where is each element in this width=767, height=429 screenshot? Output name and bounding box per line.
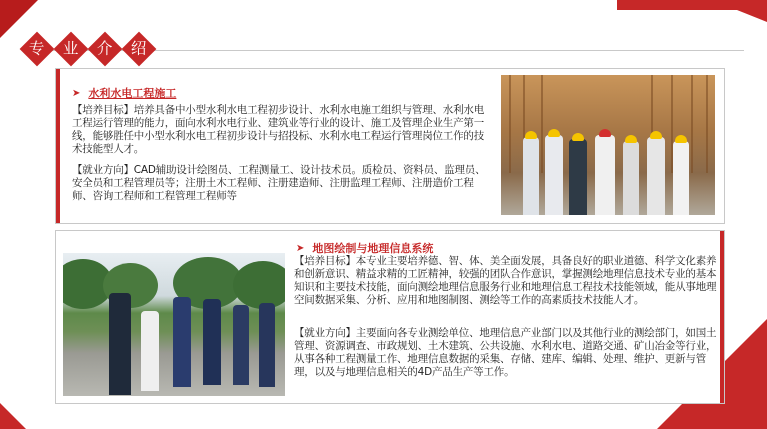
card-accent-bar bbox=[720, 231, 724, 403]
training-goal-text: 【培养目标】本专业主要培养德、智、体、美全面发展，具备良好的职业道德、科学文化素养和创新意识、精益求精的工匠精神，较强的团队合作意识，掌握测绘地理信息技术专业的基本知识和主要技术技能，面向测绘地理信息服务行业和地理信息工程技术技能领域，能从事地理空间数据采集、分析、应用和地图制图、测绘等工作的高素质技术技能人才。 bbox=[294, 255, 717, 306]
corner-decoration-top-right bbox=[617, 0, 767, 10]
career-direction-text: 【就业方向】CAD辅助设计绘图员、工程测量工、设计技术员。质检员、资料员、监理员、安全员和工程管理员等；注册土木工程师、注册建造师、注册监理工程师、注册造价工程师、咨询工程师和工程管理工程师等 bbox=[72, 164, 486, 202]
corner-decoration-bottom-left bbox=[0, 403, 26, 429]
corner-decoration-top-left bbox=[0, 0, 38, 38]
page-title bbox=[22, 34, 158, 68]
title-char: 介 bbox=[88, 32, 123, 67]
title-char: 绍 bbox=[122, 32, 157, 67]
surveying-practice-photo bbox=[63, 253, 285, 396]
major-heading-hydraulic bbox=[72, 85, 176, 101]
major-title: 地图绘制与地理信息系统 bbox=[312, 242, 434, 255]
corner-decoration-top-right-tip bbox=[737, 10, 767, 22]
card-accent-bar bbox=[56, 69, 60, 223]
career-direction-text: 【就业方向】主要面向各专业测绘单位、地理信息产业部门以及其他行业的测绘部门，如国土管理、资源调查、市政规划、土木建筑、公共设施、水利水电、道路交通、矿山冶金等行业，从事各种工程测量工作、地理信息数据的采集、存储、建库、编辑、处理、维护、更新与管理，以及与地理信息相关的4D产品生产等工作。 bbox=[294, 327, 717, 378]
construction-site-photo bbox=[501, 75, 715, 215]
title-char: 业 bbox=[54, 32, 89, 67]
arrow-icon: ➤ bbox=[296, 242, 305, 254]
major-heading-gis bbox=[296, 240, 433, 256]
title-char: 专 bbox=[20, 32, 55, 67]
major-title: 水利水电工程施工 bbox=[88, 87, 177, 100]
training-goal-text: 【培养目标】培养具备中小型水利水电工程初步设计、水利水电施工组织与管理、水利水电工程运行管理的能力，面向水利水电行业、建筑业等行业的设计、施工及管理企业生产第一线，能够胜任中小型水利水电工程初步设计与招投标、水利水电工程运行管理岗位工作的技术技能型人才。 bbox=[72, 104, 484, 155]
arrow-icon: ➤ bbox=[72, 87, 81, 99]
